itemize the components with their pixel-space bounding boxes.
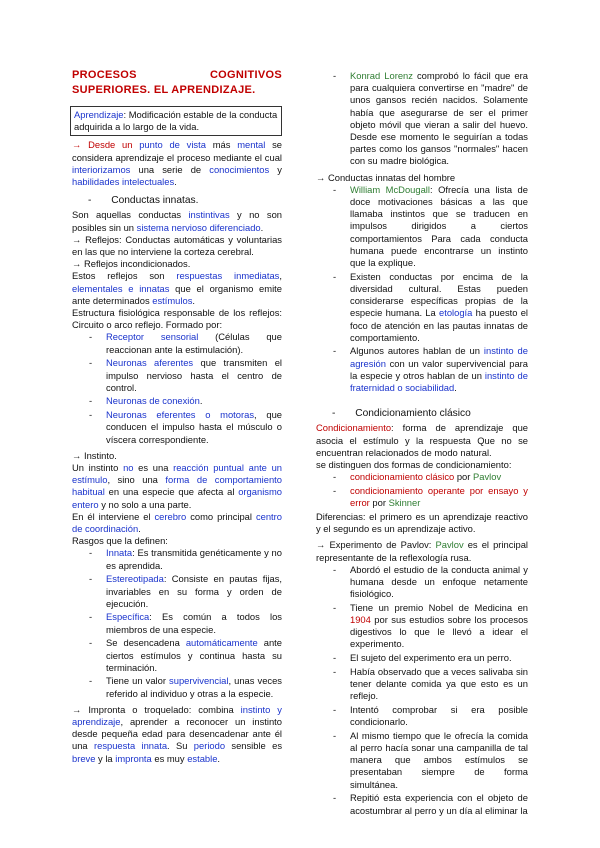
txt: ha puesto el foco de atención en las pautas innatas de comportamiento. <box>350 307 529 343</box>
txt: . <box>174 176 177 188</box>
kw: habilidades intelectuales <box>72 176 175 188</box>
list-item <box>316 184 528 269</box>
txt: Se desencadena <box>106 637 186 649</box>
estructura-paragraph: Estructura fisiológica responsable de los reflejos: Circuito o arco reflejo. Formado por: <box>72 307 282 331</box>
kw: periodo <box>193 740 226 752</box>
list-item <box>316 730 528 791</box>
formas-heading: se distinguen dos formas de condicionamiento: <box>316 459 512 471</box>
txt: sensible es <box>225 740 283 752</box>
txt: como principal <box>186 510 256 522</box>
txt: es una <box>133 461 174 473</box>
txt: Un instinto <box>72 461 124 473</box>
txt: por <box>369 497 389 509</box>
definition-term: Aprendizaje <box>74 109 124 120</box>
impronta-paragraph <box>72 704 282 765</box>
arco-list <box>72 331 282 445</box>
kw: mental <box>237 139 266 151</box>
txt: por <box>454 471 473 483</box>
txt: → Impronta o troquelado: combina <box>72 703 241 715</box>
kw: cerebro <box>154 510 187 522</box>
kw: breve <box>72 752 96 764</box>
txt: por sus estudios sobre los procesos digestivos lo que le llevó a idear el experimento. <box>350 614 528 650</box>
txt: (Células que reaccionan ante la estimulación). <box>106 331 282 355</box>
txt: . <box>454 382 457 394</box>
txt: . Su <box>167 740 194 752</box>
txt: . <box>199 395 203 407</box>
txt: y la <box>95 752 116 764</box>
kw: William McDougall <box>350 183 430 195</box>
kw: centro de coordinación <box>72 510 282 534</box>
kw: Específica <box>106 611 150 623</box>
page-title <box>72 68 282 98</box>
txt: , <box>279 270 282 282</box>
kw: forma de comportamiento habitual <box>72 474 282 498</box>
clasico-paragraph <box>316 422 528 459</box>
txt: es muy <box>151 752 188 764</box>
kw: estímulos <box>152 294 193 306</box>
txt: . <box>138 523 141 534</box>
diferencias-paragraph: Diferencias: el primero es un aprendizaje reactivo y el segundo es un aprendizaje activo. <box>316 510 528 535</box>
kw: Skinner <box>388 497 421 509</box>
list-item <box>316 564 528 601</box>
list-item <box>316 271 528 344</box>
lorenz-list <box>316 70 528 168</box>
hombre-heading: → Conductas innatas del hombre <box>316 171 456 183</box>
txt: : Consiste en pautas fijas, invariables en su forma y orden de ejecución. <box>106 573 282 609</box>
right-column <box>316 70 528 818</box>
kw: respuestas inmediatas <box>176 270 280 282</box>
kw: condicionamiento operante por ensayo y error <box>350 485 528 509</box>
txt: Algunos autores hablan de un <box>350 345 484 357</box>
list-item <box>72 637 282 674</box>
instinto-heading: → Instinto. <box>72 449 117 461</box>
kw: estable <box>187 752 218 764</box>
list-item <box>72 573 282 610</box>
txt: y no solo a una parte. <box>98 498 192 510</box>
txt: Al mismo tiempo que le ofrecía la comida al perro hacía sonar una campanilla de tal manera que ambos estímulos se presentaban siempre de forma simultánea. <box>350 729 528 790</box>
list-item <box>72 547 282 571</box>
kw: instinto de agresión <box>350 345 528 369</box>
txt: que el organismo emite ante determinados <box>72 282 282 306</box>
section-heading-clasico: - Condicionamiento clásico <box>332 408 471 420</box>
kw: elementales e innatas <box>72 282 170 294</box>
list-item <box>316 792 528 816</box>
txt: Tiene un premio Nobel de Medicina en <box>350 601 528 613</box>
intro-paragraph <box>72 139 282 188</box>
txt: ante ciertos estímulos y continua hasta su terminación. <box>106 637 282 673</box>
kw: automáticamente <box>185 637 258 649</box>
instinto-paragraph <box>72 462 282 511</box>
txt: Son aquellas conductas <box>72 209 189 221</box>
heading-text: Condicionamiento clásico <box>355 408 471 420</box>
kw: organismo entero <box>72 486 282 510</box>
txt: y no son posibles sin un <box>72 209 282 233</box>
txt: : Es común a todos los miembros de una especie. <box>106 611 282 635</box>
list-item <box>72 357 282 394</box>
kw: condicionamiento clásico <box>350 471 455 483</box>
txt: → Experimento de Pavlov: <box>316 539 436 551</box>
txt: : Ofrecía una lista de doce motivaciones básicas a las que llamaba instintos que se traducen en impulsos dirigidos a ciertos comportamientos Para cada conducta humana puede encontrarse un instinto que la explique. <box>350 183 528 269</box>
list-item <box>72 611 282 635</box>
kw: supervivencial <box>169 675 229 687</box>
txt: El sujeto del experimento era un perro. <box>350 652 512 664</box>
txt: con un valor supervivencial para la especie y otros hablan de un <box>350 357 528 381</box>
txt: , sino una <box>107 474 166 486</box>
txt: en una especie que afecta al <box>104 486 239 498</box>
cerebro-paragraph <box>72 511 282 535</box>
kw: Pavlov <box>435 539 464 551</box>
list-item <box>316 471 528 483</box>
arrow-text: → Desde un <box>72 139 140 151</box>
list-item <box>316 704 528 728</box>
rasgos-heading: Rasgos que la definen: <box>72 535 168 547</box>
hombre-list <box>316 184 528 394</box>
list-item <box>316 345 528 394</box>
txt: Existen conductas por encima de la diversidad cultural. Estas pueden considerarse específicas propias de la especie humana. La <box>350 270 528 319</box>
txt: . <box>192 294 195 306</box>
txt: , que conducen el impulso hasta el músculo o víscera correspondiente. <box>106 409 282 445</box>
txt: : Es transmitida genéticamente y no es aprendida. <box>106 547 282 571</box>
txt: más <box>205 139 238 151</box>
reflejos-desc <box>72 270 282 307</box>
txt: Repitió esta experiencia con el objeto de acostumbrar al perro y un día al eliminar la <box>350 792 528 816</box>
txt: Había observado que a veces salivaba sin tener delante comida ya que esto es un reflejo. <box>350 665 528 702</box>
title-word: COGNITIVOS <box>209 69 282 81</box>
kw: interiorizamos <box>72 163 131 175</box>
kw: impronta <box>115 752 152 764</box>
kw: punto de vista <box>139 139 206 151</box>
kw: Receptor sensorial <box>106 331 199 343</box>
kw: Pavlov <box>473 471 502 483</box>
kw: no <box>123 461 134 473</box>
txt: es el principal representante de la reflexología rusa. <box>316 539 528 563</box>
txt: , aprender a reconocer un instinto desde pequeña edad para desencadenar ante él una <box>72 716 282 752</box>
txt: se considera aprendizaje el proceso mediante el cual <box>72 139 283 163</box>
left-column <box>72 68 282 765</box>
txt: Abordó el estudio de la conducta animal y humana desde un enfoque netamente fisiológico. <box>350 563 528 600</box>
txt: comprobó lo fácil que era para cualquiera convertirse en "madre" de unos gansos recién nacidos. Solamente había que asegurarse de ser el primer objeto móvil que vieran a salir del huevo. Desde ese momento le seguirían a todas partes como los gansos "normales" hacen con su madre biológica. <box>350 70 528 167</box>
formas-list <box>316 471 528 509</box>
kw: Condicionamiento <box>316 422 392 434</box>
txt: Tiene un valor <box>106 675 170 687</box>
txt: Estos reflejos son <box>72 270 177 282</box>
list-item <box>72 331 282 355</box>
kw: respuesta innata <box>93 740 168 752</box>
pavlov-list <box>316 564 528 817</box>
kw: conocimientos <box>209 163 270 175</box>
incondicionados-heading: → Reflejos incondicionados. <box>72 258 191 270</box>
kw: instintivas <box>188 209 230 221</box>
list-item <box>316 602 528 651</box>
txt: que transmiten el impulso nervioso hasta el centro de control. <box>106 357 282 393</box>
txt: una serie de <box>130 163 210 175</box>
section-heading-innatas: - Conductas innatas. <box>88 195 199 207</box>
definition-text: : Modificación estable de la conducta adquirida a lo largo de la vida. <box>74 109 278 133</box>
txt: . <box>260 221 264 233</box>
kw: 1904 <box>350 614 371 626</box>
list-item <box>316 666 528 703</box>
kw: reacción puntual ante un estímulo <box>72 461 283 486</box>
kw: Konrad Lorenz <box>350 70 413 81</box>
txt: En él interviene el <box>72 510 155 522</box>
title-word: PROCESOS <box>72 69 137 81</box>
kw: sistema nervioso diferenciado <box>136 221 261 233</box>
list-item <box>316 70 528 168</box>
list-item <box>72 395 282 407</box>
txt: : forma de aprendizaje que asocia el estímulo y la respuesta Que no se encuentran relacionados de modo natural. <box>316 422 528 458</box>
kw: Neuronas eferentes o motoras <box>106 409 255 421</box>
definition-box <box>70 106 282 136</box>
list-item <box>316 485 528 509</box>
kw: Neuronas aferentes <box>106 357 194 369</box>
kw: Innata <box>106 547 133 559</box>
title-line: SUPERIORES. EL APRENDIZAJE. <box>72 84 256 96</box>
heading-text: Conductas innatas. <box>111 195 199 207</box>
list-item <box>72 675 282 699</box>
kw: Estereotipada <box>106 573 164 585</box>
txt: . <box>217 752 221 764</box>
rasgos-list <box>72 547 282 699</box>
reflejos-paragraph: → Reflejos: Conductas automáticas y voluntarias en las que no interviene la corteza cerebral. <box>72 233 282 258</box>
kw: instinto y aprendizaje <box>72 703 282 728</box>
kw: instinto de fraternidad o sociabilidad <box>350 369 528 394</box>
txt: y <box>269 163 282 175</box>
innatas-paragraph <box>72 209 282 233</box>
txt: Intentó comprobar si era posible condicionarlo. <box>350 703 528 728</box>
txt: , unas veces referido al individuo y otras a la especie. <box>106 675 282 699</box>
list-item <box>72 409 282 446</box>
list-item <box>316 652 528 664</box>
kw: Neuronas de conexión <box>106 395 200 407</box>
pavlov-paragraph <box>316 539 528 563</box>
kw: etología <box>439 307 473 319</box>
